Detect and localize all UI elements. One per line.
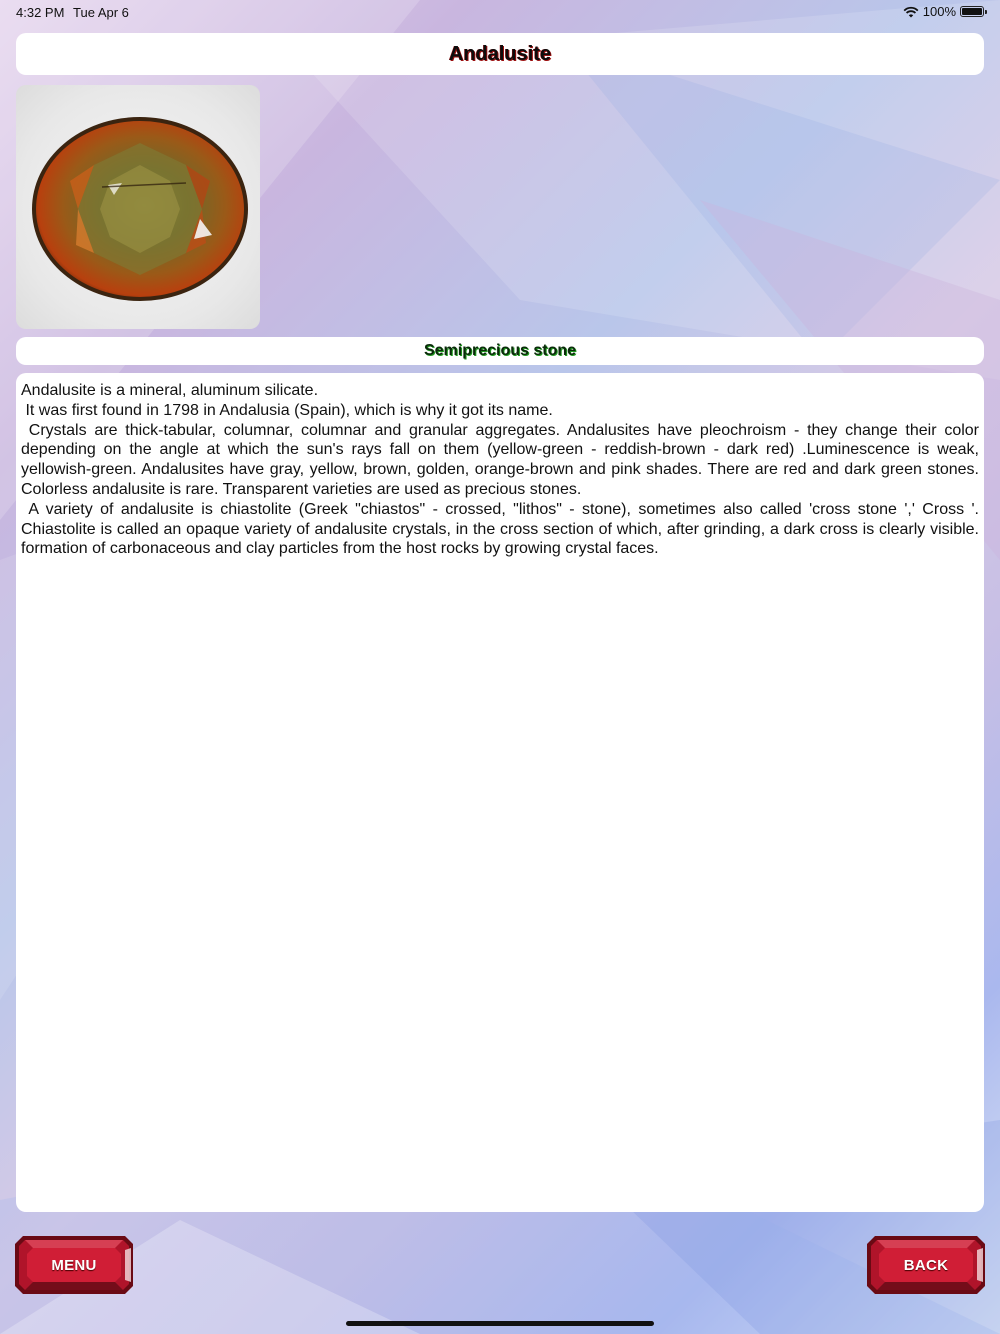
- battery-icon: [960, 6, 984, 17]
- status-time: 4:32 PM: [16, 5, 65, 20]
- page-title: Andalusite: [448, 42, 552, 65]
- gem-image-icon: [16, 85, 260, 329]
- status-date: Tue Apr 6: [73, 5, 129, 20]
- status-indicators: [903, 4, 984, 19]
- back-button-label: BACK: [903, 1256, 949, 1274]
- status-bar: [0, 0, 1000, 24]
- description-panel: [16, 373, 984, 1212]
- description-paragraph: Andalusite is a mineral, aluminum silicate.: [21, 382, 319, 399]
- description-paragraph: A variety of andalusite is chiastolite (Greek "chiastos" - crossed, "lithos" - stone), sometimes also called 'cross stone ',' Cross '. Chiastolite is called an opaque variety of andalusite crystals, in the cross section of which, after grinding, a dark cross is clearly visible. formation of carbonaceous and clay particles from the host rocks by growing crystal faces.: [21, 500, 984, 558]
- wifi-icon: [903, 6, 919, 18]
- menu-button[interactable]: [15, 1236, 133, 1294]
- description-paragraph: Crystals are thick-tabular, columnar, columnar and granular aggregates. Andalusites have pleochroism - they change their color depending on the angle at which the sun's rays fall on them (yellow-green - reddish-brown - dark red) .Luminescence is weak, yellowish-green. Andalusites have gray, yellow, brown, golden, orange-brown and pink shades. There are red and dark green stones. Colorless andalusite is rare. Transparent varieties are used as precious stones.: [21, 421, 984, 498]
- battery-percent: 100%: [922, 4, 956, 19]
- stone-category: Semiprecious stone: [423, 342, 577, 359]
- stone-photo: [16, 85, 260, 329]
- description-paragraph: It was first found in 1798 in Andalusia (Spain), which is why it got its name.: [21, 401, 553, 419]
- title-bar: [16, 33, 984, 75]
- home-indicator[interactable]: [346, 1321, 654, 1326]
- category-bar: [16, 337, 984, 365]
- back-button[interactable]: [867, 1236, 985, 1294]
- menu-button-label: MENU: [51, 1256, 97, 1274]
